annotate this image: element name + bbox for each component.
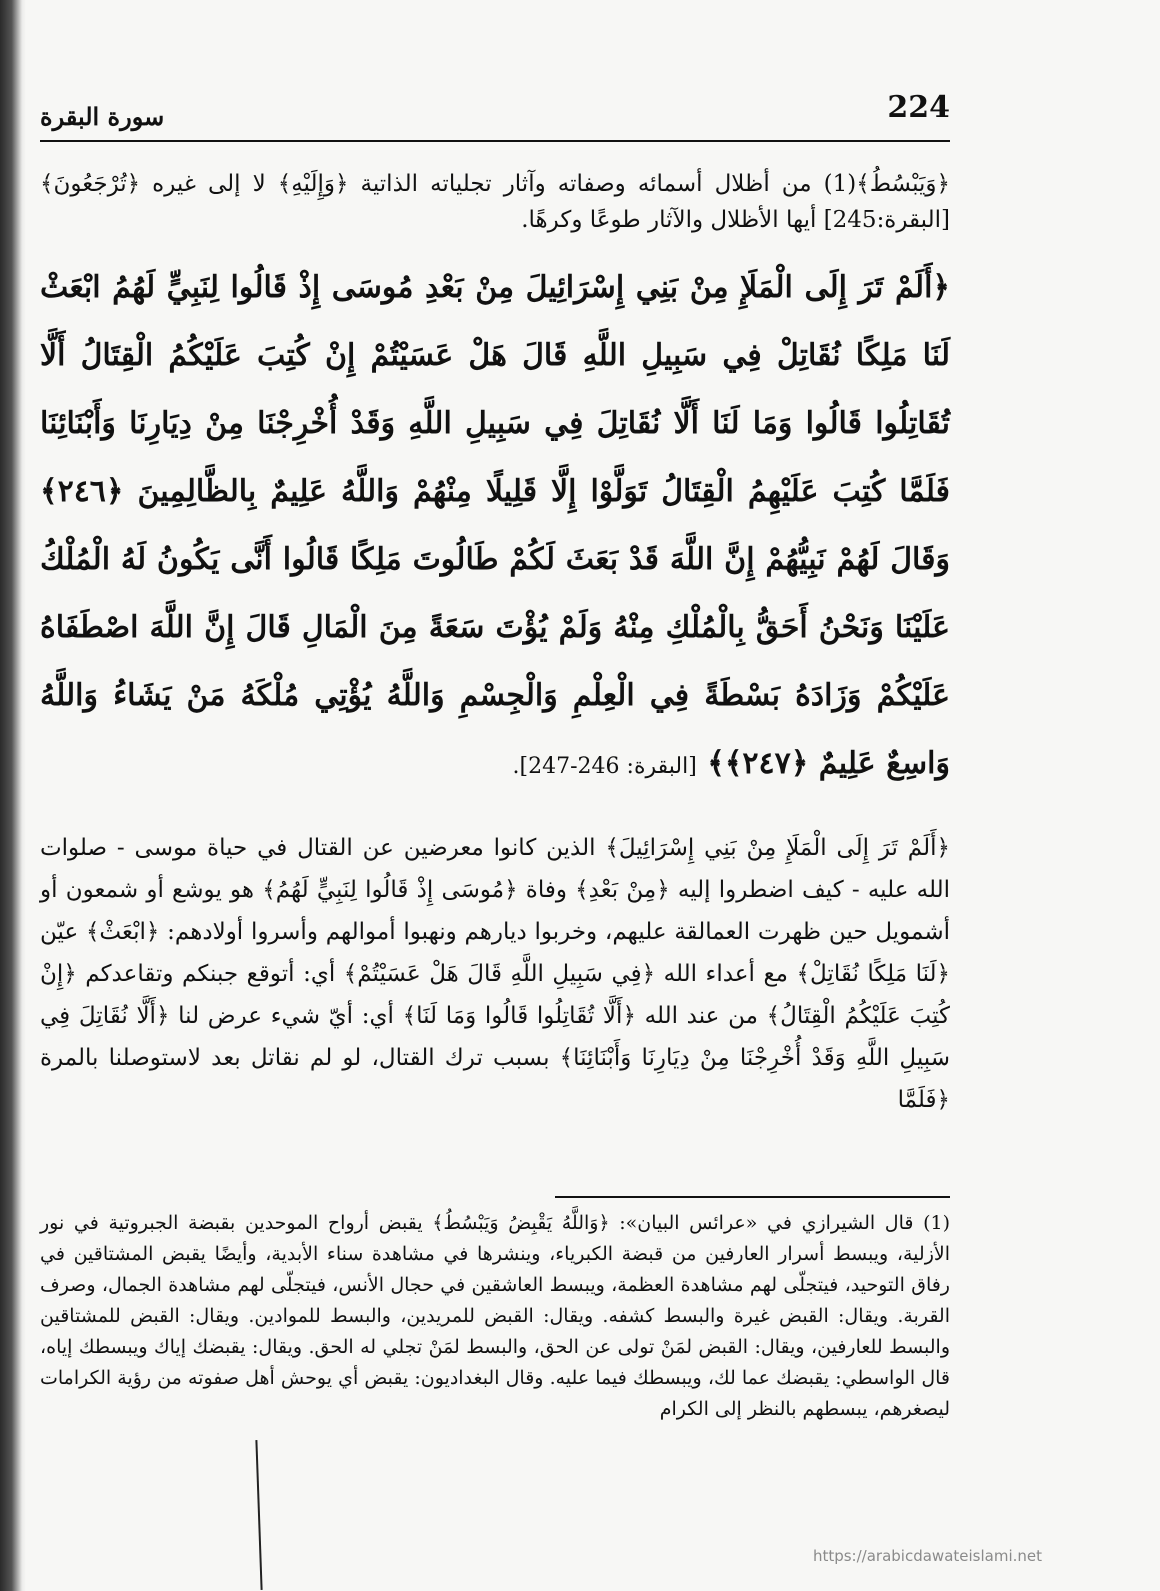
quran-verse-text: ﴿أَلَمْ تَرَ إِلَى الْمَلَإِ مِنْ بَنِي إِسْرَائِيلَ مِنْ بَعْدِ مُوسَى إِذْ قَالُوا لِنَبِيٍّ لَهُمُ ابْعَثْ لَنَا مَلِكًا نُقَاتِلْ فِي سَبِيلِ اللَّهِ قَالَ هَلْ عَسَيْتُمْ إِنْ كُتِبَ عَلَيْكُمُ الْقِتَالُ أَلَّا تُقَاتِلُوا قَالُوا وَمَا لَنَا أَلَّا نُقَاتِلَ فِي سَبِيلِ اللَّهِ وَقَدْ أُخْرِجْنَا مِنْ دِيَارِنَا وَأَبْنَائِنَا فَلَمَّا كُتِبَ عَلَيْهِمُ الْقِتَالُ تَوَلَّوْا إِلَّا قَلِيلًا مِنْهُمْ وَاللَّهُ عَلِيمٌ بِالظَّالِمِينَ ﴿٢٤٦﴾ وَقَالَ لَهُمْ نَبِيُّهُمْ إِنَّ اللَّهَ قَدْ بَعَثَ لَكُمْ طَالُوتَ مَلِكًا قَالُوا أَنَّى يَكُونُ لَهُ الْمُلْكُ عَلَيْنَا وَنَحْنُ أَحَقُّ بِالْمُلْكِ مِنْهُ وَلَمْ يُؤْتَ سَعَةً مِنَ الْمَالِ قَالَ إِنَّ اللَّهَ اصْطَفَاهُ عَلَيْكُمْ وَزَادَهُ بَسْطَةً فِي الْعِلْمِ وَالْجِسْمِ وَاللَّهُ يُؤْتِي مُلْكَهُ مَنْ يَشَاءُ وَاللَّهُ وَاسِعٌ عَلِيمٌ ﴿٢٤٧﴾﴾ <box>40 270 950 781</box>
scan-margin-mark <box>255 1440 262 1590</box>
footnote: (1) قال الشيرازي في «عرائس البيان»: ﴿وَاللَّهُ يَقْبِضُ وَيَبْسُطُ﴾ يقبض أرواح الموحدين بقبضة الجبروتية في نور الأزلية، ويبسط أسرار العارفين من قبضة الكبرياء، وينشرها في مشاهدة سناء الأبدية، وأيضًا يقبض المشتاقين في رفاق التوحيد، فيتجلّى لهم مشاهدة العظمة، ويبسط العاشقين في حجال الأنس، فيتجلّى لهم مشاهدة الجمال، وصرف القربة. ويقال: القبض غيرة والبسط كشفه. ويقال: القبض للمريدين، والبسط للموادين. ويقال: القبض للمشتاقين والبسط للعارفين، ويقال: القبض لمَنْ تولى عن الحق، والبسط لمَنْ تجلي له الحق. ويقال: يقبضك إياك ويبسطك إياه، قال الواسطي: يقبضك عما لك، ويبسطك فيما عليه. وقال البغداديون: يقبض أي يوحش أهل صفوته من رؤية الكرامات ليصغرهم، يبسطهم بالنظر إلى الكرام <box>40 1212 950 1420</box>
page-number: 224 <box>887 90 950 125</box>
watermark: https://arabicdawateislami.net <box>812 1547 1042 1565</box>
quran-verses <box>40 254 950 801</box>
page-content <box>40 80 950 1121</box>
footnote-rule <box>555 1196 950 1198</box>
quran-reference: [البقرة: 246-247]. <box>512 754 697 779</box>
page-header <box>40 80 950 138</box>
surah-name: سورة البقرة <box>40 102 165 131</box>
intro-paragraph: ﴿وَيَبْسُطُ﴾(1) من أظلال أسمائه وصفاته وآثار تجلياته الذاتية ﴿وَإِلَيْهِ﴾ لا إلى غيره ﴿تُرْجَعُونَ﴾ [البقرة:245] أيها الأظلال والآثار طوعًا وكرهًا. <box>40 171 950 233</box>
commentary-paragraph: ﴿أَلَمْ تَرَ إِلَى الْمَلَإِ مِنْ بَنِي إِسْرَائِيلَ﴾ الذين كانوا معرضين عن القتال في حياة موسى - صلوات الله عليه - كيف اضطروا إليه ﴿مِنْ بَعْدِ﴾ وفاة ﴿مُوسَى إِذْ قَالُوا لِنَبِيٍّ لَهُمُ﴾ هو يوشع أو شمعون أو أشمويل حين ظهرت العمالقة عليهم، وخربوا ديارهم ونهبوا أموالهم وأسروا أولادهم: ﴿ابْعَثْ﴾ عيّن ﴿لَنَا مَلِكًا نُقَاتِلْ﴾ مع أعداء الله ﴿فِي سَبِيلِ اللَّهِ قَالَ هَلْ عَسَيْتُمْ﴾ أي: أتوقع جبنكم وتقاعدكم ﴿إِنْ كُتِبَ عَلَيْكُمُ الْقِتَالُ﴾ من عند الله ﴿أَلَّا تُقَاتِلُوا قَالُوا وَمَا لَنَا﴾ أي: أيّ شيء عرض لنا ﴿أَلَّا نُقَاتِلَ فِي سَبِيلِ اللَّهِ وَقَدْ أُخْرِجْنَا مِنْ دِيَارِنَا وَأَبْنَائِنَا﴾ بسبب ترك القتال، لو لم نقاتل بعد لاستوصلنا بالمرة ﴿فَلَمَّا <box>40 835 950 1113</box>
header-rule <box>40 140 950 142</box>
scan-edge-shadow <box>0 0 26 1591</box>
